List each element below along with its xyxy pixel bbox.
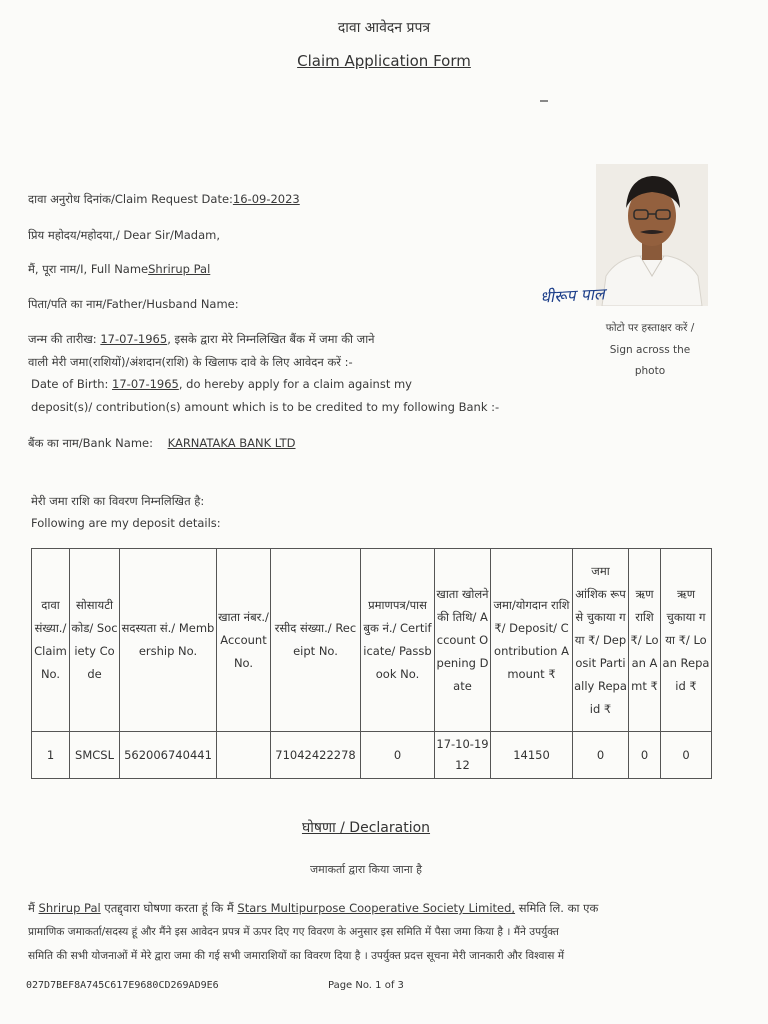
- col-loan-repaid: ऋण चुकाया गया ₹/ Loan Repaid ₹: [661, 549, 712, 732]
- full-name-label: मैं, पूरा नाम/I, Full Name: [28, 262, 149, 276]
- document-id: 027D7BEF8A745C617E9680CD269AD9E6: [26, 980, 219, 991]
- cell-society-code: SMCSL: [70, 732, 120, 779]
- photo-caption-line-1: Sign across the: [609, 344, 691, 356]
- cell-opening-date: 17-10-1912: [435, 732, 491, 779]
- deposit-details-table: [31, 548, 712, 779]
- col-claim-no: दावा संख्या./ Claim No.: [32, 549, 70, 732]
- dob-hindi-line-2: वाली मेरी जमा(राशियों)/अंशदान(राशि) के खिलाफ दावे के लिए आवेदन करें :-: [28, 355, 353, 369]
- applicant-photo: [596, 164, 708, 306]
- claim-date-row: [28, 192, 300, 207]
- deposit-details-heading: Following are my deposit details:: [31, 516, 221, 530]
- col-membership-no: सदस्यता सं./ Membership No.: [120, 549, 217, 732]
- bank-name-row: [28, 436, 296, 451]
- declaration-line-3: समिति की सभी योजनाओं में मेरे द्वारा जमा की गई सभी जमाराशियों का विवरण दिया है । उपर्युक्त प्रदत्त सूचना मेरी जानकारी और विश्वास में: [28, 950, 565, 962]
- cell-loan-amount: 0: [629, 732, 661, 779]
- claim-date-label: दावा अनुरोध दिनांक/Claim Request Date:: [28, 192, 233, 206]
- cell-membership-no: 562006740441: [120, 732, 217, 779]
- declaration-line-1: [28, 901, 718, 916]
- col-deposit-amount: जमा/योगदान राशि ₹/ Deposit/ Contribution Amount ₹: [491, 549, 573, 732]
- declaration-text: मैं: [28, 901, 39, 915]
- cell-deposit-amount: 14150: [491, 732, 573, 779]
- dob-hindi-value: 17-07-1965: [100, 332, 168, 346]
- col-partially-repaid: जमा आंशिक रूप से चुकाया गया ₹/ Deposit Partially Repaid ₹: [573, 549, 629, 732]
- bank-name-label: बैंक का नाम/Bank Name:: [28, 436, 153, 450]
- cell-receipt-no: 71042422278: [271, 732, 361, 779]
- col-receipt-no: रसीद संख्या./ Receipt No.: [271, 549, 361, 732]
- declaration-name: Shrirup Pal: [38, 901, 101, 915]
- declaration-text: एतद्द्वारा घोषणा करता हूं कि मैं: [100, 901, 238, 915]
- cell-account-no: [217, 732, 271, 779]
- signature: धीरूप पाल: [539, 284, 606, 307]
- dob-hindi-text: , इसके द्वारा मेरे निम्नलिखित बैंक में जमा की जाने: [167, 332, 375, 346]
- cell-loan-repaid: 0: [661, 732, 712, 779]
- claim-date-value: 16-09-2023: [232, 192, 300, 206]
- dob-hindi-line-1: [28, 332, 375, 347]
- col-opening-date: खाता खोलने की तिथि/ Account Opening Date: [435, 549, 491, 732]
- declaration-line-2: प्रामाणिक जमाकर्ता/सदस्य हूं और मैंने इस आवेदन प्रपत्र में ऊपर दिए गए विवरण के अनुसार इस समिति में पैसा जमा किया है । मैंने उपर्युक्त: [28, 926, 559, 938]
- declaration-subtitle: जमाकर्ता द्वारा किया जाना है: [310, 863, 422, 876]
- cell-claim-no: 1: [32, 732, 70, 779]
- col-account-no: खाता नंबर./ Account No.: [217, 549, 271, 732]
- col-certificate-no: प्रमाणपत्र/पासबुक नं./ Certificate/ Passbook No.: [361, 549, 435, 732]
- declaration-title: घोषणा / Declaration: [301, 820, 431, 836]
- stray-mark: [540, 100, 548, 102]
- form-title-hindi: दावा आवेदन प्रपत्र: [337, 20, 431, 36]
- declaration-text: समिति लि. का एक: [515, 901, 599, 915]
- dob-english-line-1: [31, 377, 412, 391]
- page-number: Page No. 1 of 3: [328, 980, 404, 991]
- col-loan-amount: ऋण राशि ₹/ Loan Amt ₹: [629, 549, 661, 732]
- dob-hindi-label: जन्म की तारीख:: [28, 332, 101, 346]
- table-row: [32, 732, 712, 779]
- full-name-row: [28, 262, 210, 277]
- salutation: प्रिय महोदय/महोदया,/ Dear Sir/Madam,: [28, 228, 220, 242]
- form-title: Claim Application Form: [297, 52, 471, 70]
- father-name-label: पिता/पति का नाम/Father/Husband Name:: [28, 297, 239, 311]
- cell-partially-repaid: 0: [573, 732, 629, 779]
- cell-certificate-no: 0: [361, 732, 435, 779]
- bank-name-value: KARNATAKA BANK LTD: [167, 436, 296, 450]
- dob-english-label: Date of Birth:: [31, 377, 113, 391]
- dob-english-text: , do hereby apply for a claim against my: [178, 377, 412, 391]
- dob-english-value: 17-07-1965: [112, 377, 179, 391]
- photo-caption-hindi: फोटो पर हस्ताक्षर करें /: [605, 322, 695, 334]
- full-name-value: Shrirup Pal: [148, 262, 211, 276]
- col-society-code: सोसायटी कोड/ Society Code: [70, 549, 120, 732]
- table-header-row: [32, 549, 712, 732]
- dob-english-line-2: deposit(s)/ contribution(s) amount which is to be credited to my following Bank :-: [31, 400, 500, 414]
- applicant-photo-image: [596, 164, 708, 306]
- declaration-society: Stars Multipurpose Cooperative Society Limited,: [237, 901, 516, 915]
- deposit-details-hindi: मेरी जमा राशि का विवरण निम्नलिखित है:: [31, 494, 205, 508]
- photo-caption-line-2: photo: [634, 365, 666, 377]
